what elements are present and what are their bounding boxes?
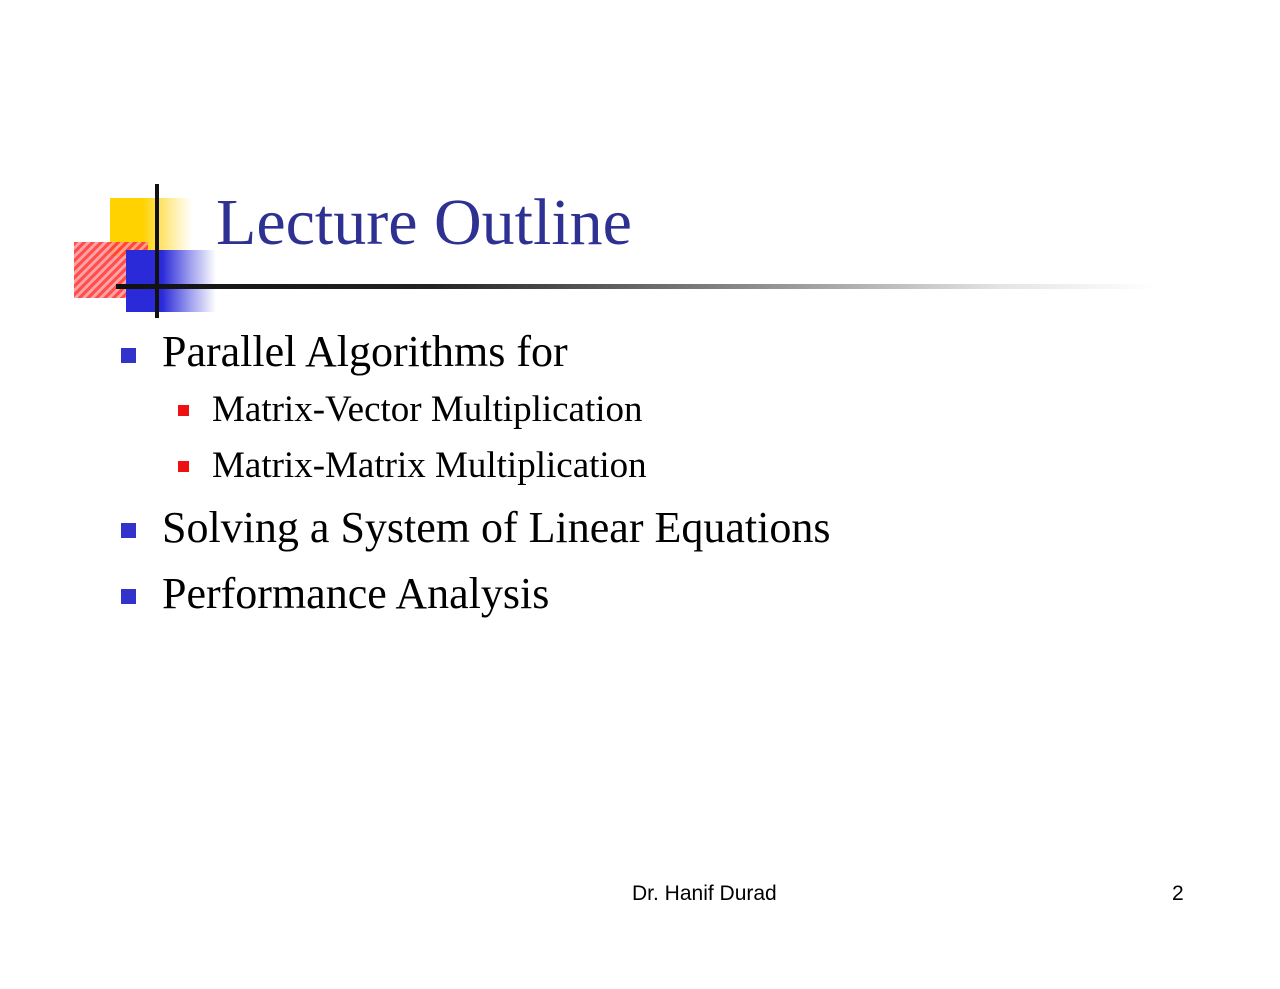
vertical-rule <box>155 184 159 318</box>
bullet-text: Parallel Algorithms for <box>162 327 568 376</box>
square-bullet-icon <box>121 523 136 538</box>
bullet-text: Solving a System of Linear Equations <box>162 503 831 552</box>
bullet-text: Performance Analysis <box>162 569 550 618</box>
square-bullet-icon <box>178 461 189 472</box>
title-underline-rule <box>116 284 1156 289</box>
slide-title: Lecture Outline <box>216 186 632 259</box>
square-bullet-icon <box>121 589 136 604</box>
sub-bullet-text: Matrix-Vector Multiplication <box>212 389 643 430</box>
blue-square-decoration <box>126 250 216 312</box>
square-bullet-icon <box>178 405 189 416</box>
footer-author: Dr. Hanif Durad <box>632 882 777 905</box>
square-bullet-icon <box>121 348 136 363</box>
page-number: 2 <box>1172 882 1184 905</box>
sub-bullet-text: Matrix-Matrix Multiplication <box>212 445 647 486</box>
